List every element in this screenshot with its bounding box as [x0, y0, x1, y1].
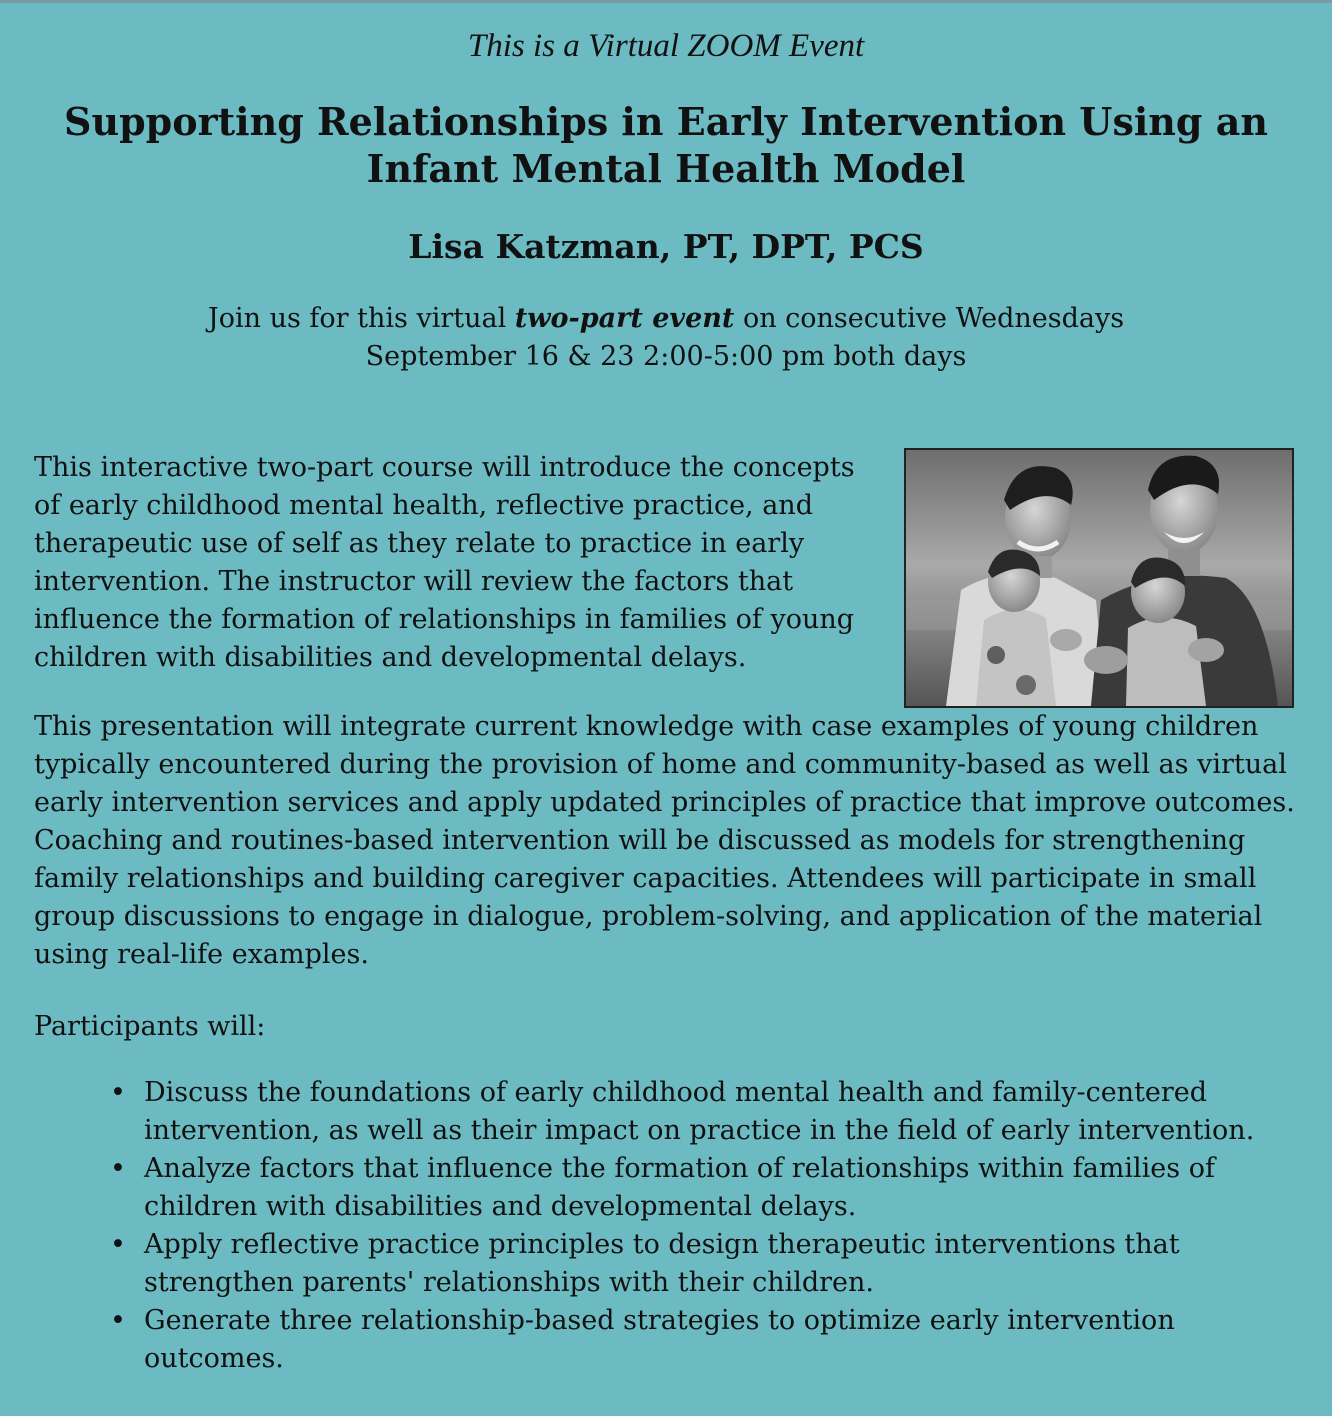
bullet-icon: • — [110, 1229, 126, 1260]
family-photo — [904, 448, 1294, 708]
schedule-line-1 — [0, 300, 1332, 338]
objective-text: Discuss the foundations of early childhood mental health and family-centered intervention, as well as their impact on practice in the field of early intervention. — [144, 1077, 1255, 1146]
list-item — [110, 1302, 1294, 1378]
schedule-dates: September 16 & 23 2:00-5:00 pm both days — [365, 341, 967, 372]
learning-objectives-list — [110, 1074, 1294, 1378]
participants-heading: Participants will: — [34, 1011, 266, 1042]
objective-text: Apply reflective practice principles to design therapeutic interventions that strengthen parents' relationships with their children. — [144, 1229, 1180, 1298]
schedule-intro-text: Join us for this virtual — [207, 303, 515, 334]
bullet-icon: • — [110, 1077, 126, 1108]
schedule-after-text: on consecutive Wednesdays — [734, 303, 1125, 334]
event-schedule — [0, 300, 1332, 376]
top-divider — [0, 0, 1332, 3]
presenter-name: Lisa Katzman, PT, DPT, PCS — [408, 227, 924, 266]
event-title: Supporting Relationships in Early Intervention Using an Infant Mental Health Model — [64, 99, 1268, 191]
family-photo-illustration — [906, 450, 1292, 706]
bullet-icon: • — [110, 1153, 126, 1184]
presentation-overview: This presentation will integrate current knowledge with case examples of young children typically encountered during the provision of home and community-based as well as virtual early intervention services and apply updated principles of practice that improve outcomes. Coaching and routines-based intervention will be discussed as models for strengthening family relationships and building caregiver capacities. Attendees will participate in small group discussions to engage in dialogue, problem-solving, and application of the material using real-life examples. — [34, 711, 1295, 970]
objective-text: Analyze factors that influence the formation of relationships within families of children with disabilities and developmental delays. — [144, 1153, 1215, 1222]
objective-text: Generate three relationship-based strategies to optimize early intervention outcomes. — [144, 1305, 1175, 1374]
course-description: This interactive two-part course will introduce the concepts of early childhood mental health, reflective practice, and therapeutic use of self as they relate to practice in early intervention. The instructor will review the factors that influence the formation of relationships in families of young children with disabilities and developmental delays. — [34, 452, 855, 673]
schedule-emphasis: two-part event — [514, 303, 735, 334]
bullet-icon: • — [110, 1305, 126, 1336]
list-item — [110, 1150, 1294, 1226]
event-format-note: This is a Virtual ZOOM Event — [467, 28, 865, 64]
list-item — [110, 1074, 1294, 1150]
list-item — [110, 1226, 1294, 1302]
